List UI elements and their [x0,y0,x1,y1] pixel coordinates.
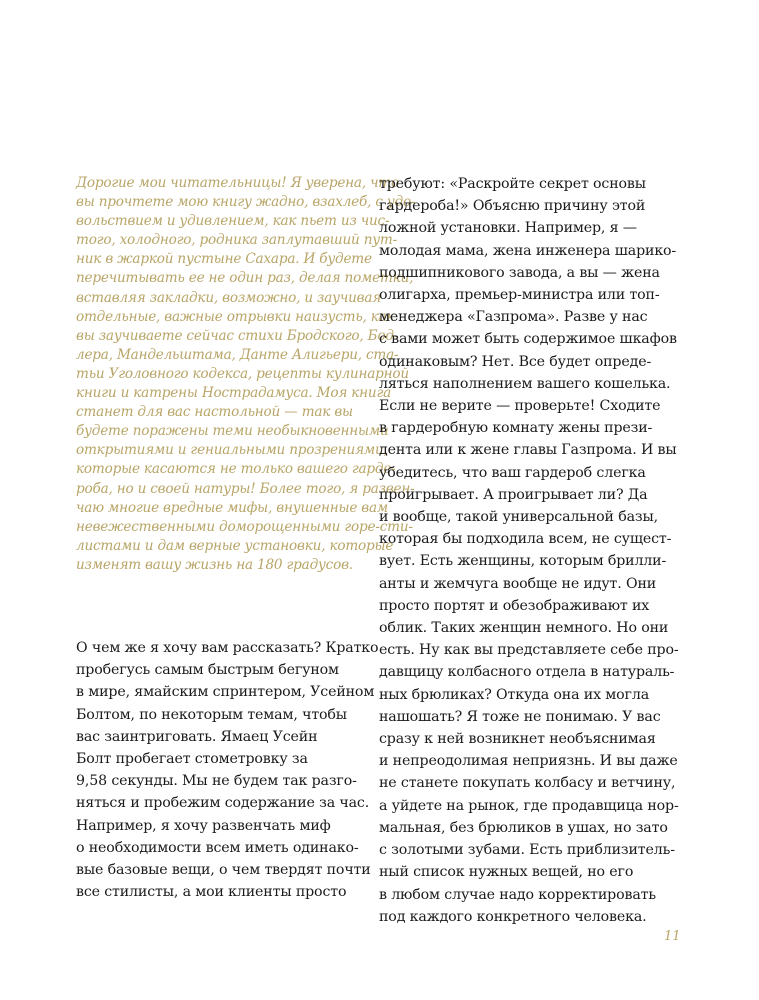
text-line: вые базовые вещи, о чем твердят почти [76,862,371,879]
left-body-column [76,637,379,903]
text-line: олигарха, премьер-министра или топ- [379,287,660,304]
text-line: давщицу колбасного отдела в натураль- [379,664,675,681]
text-line: с золотыми зубами. Есть приблизитель- [379,842,675,859]
text-line: ных брюликах? Откуда она их могла [379,686,650,703]
text-line: вас заинтриговать. Ямаец Усейн [76,728,318,745]
text-line: 9,58 секунды. Мы не будем так разго- [76,773,357,790]
text-line: чаю многие вредные мифы, внушенные вам [76,499,388,516]
text-line: няться и пробежим содержание за час. [76,795,370,812]
text-line: есть. Ну как вы представляете себе про- [379,642,679,659]
text-line: мальная, без брюликов в ушах, но зато [379,819,668,836]
text-line: роба, но и своей натуры! Более того, я развен- [76,480,415,497]
text-line: перечитывать ее не один раз, делая пометки, [76,270,414,287]
text-line: вставляя закладки, возможно, и заучивая [76,289,382,306]
text-line: с вами может быть содержимое шкафов [379,331,677,348]
text-line: Дорогие мои читательницы! Я уверена, что [76,175,400,191]
text-line: книги и катрены Нострадамуса. Моя книга [76,385,392,402]
text-line: дента или к жене главы Газпрома. И вы [379,442,677,459]
text-line: облик. Таких женщин немного. Но они [379,620,669,637]
text-line: подшипникового завода, а вы — жена [379,264,660,281]
text-line: не станете покупать колбасу и ветчину, [379,775,676,792]
text-line: проигрывает. А проигрывает ли? Да [379,486,648,503]
text-line: Например, я хочу развенчать миф [76,817,331,834]
text-line: которая бы подходила всем, не сущест- [379,531,672,548]
text-line: тьи Уголовного кодекса, рецепты кулинарной [76,365,409,382]
text-line: молодая мама, жена инженера шарико- [379,242,677,259]
text-line: листами и дам верные установки, которые [76,537,394,554]
text-line: которые касаются не только вашего гарде- [76,461,396,478]
text-line: вы прочтете мою книгу жадно, взахлеб, с удо- [76,194,416,211]
right-body-column [379,173,689,928]
text-line: будете поражены теми необыкновенными [76,423,389,440]
text-line: сразу к ней возникнет необъяснимая [379,731,656,748]
text-line: менеджера «Газпрома». Разве у нас [379,309,648,326]
text-line: вы заучиваете сейчас стихи Бродского, Бод- [76,327,399,344]
text-line: убедитесь, что ваш гардероб слегка [379,464,646,481]
text-line: в любом случае надо корректировать [379,886,656,903]
text-line: пробегусь самым быстрым бегуном [76,662,339,679]
text-line: под каждого конкретного человека. [379,908,647,925]
text-line: открытиями и гениальными прозрениями, [76,442,388,459]
text-line: одинаковым? Нет. Все будет опреде- [379,353,652,370]
text-line: вует. Есть женщины, которым брилли- [379,553,667,570]
text-line: лера, Мандельштама, Данте Алигьери, ста- [76,346,399,363]
text-line: и вообще, такой универсальной базы, [379,509,658,526]
text-line: вольствием и удивлением, как пьет из чис- [76,213,390,230]
text-line: анты и жемчуга вообще не идут. Они [379,575,657,592]
text-line: О чем же я хочу вам рассказать? Кратко [76,640,379,656]
text-line: отдельные, важные отрывки наизусть, как [76,308,395,325]
page-number: 11 [664,929,681,944]
text-line: ложной установки. Например, я — [379,220,637,237]
text-line: в гардеробную комнату жены прези- [379,420,653,437]
text-line: требуют: «Раскройте секрет основы [379,176,646,192]
text-line: невежественными доморощенными горе-сти- [76,518,413,535]
text-line: Болтом, по некоторым темам, чтобы [76,706,347,723]
text-line: ляться наполнением вашего кошелька. [379,375,671,392]
text-line: станет для вас настольной — так вы [76,404,353,421]
text-line: ник в жаркой пустыне Сахара. И будете [76,251,372,268]
text-line: нашошать? Я тоже не понимаю. У вас [379,708,661,725]
text-line: Если не верите — проверьте! Сходите [379,398,661,415]
text-line: все стилисты, а мои клиенты просто [76,884,347,901]
text-line: Болт пробегает стометровку за [76,751,308,768]
intro-italic-column [76,174,416,575]
text-line: а уйдете на рынок, где продавщица нор- [379,797,679,814]
text-line: в мире, ямайским спринтером, Усейном [76,684,375,701]
text-line: просто портят и обезображивают их [379,597,650,614]
text-line: того, холодного, родника заплутавший пут- [76,232,398,249]
text-line: ный список нужных вещей, но его [379,864,634,881]
text-line: гардероба!» Объясню причину этой [379,198,646,215]
text-line: изменят вашу жизнь на 180 градусов. [76,556,353,573]
text-line: о необходимости всем иметь одинако- [76,839,359,856]
text-line: и непреодолимая неприязнь. И вы даже [379,753,678,770]
